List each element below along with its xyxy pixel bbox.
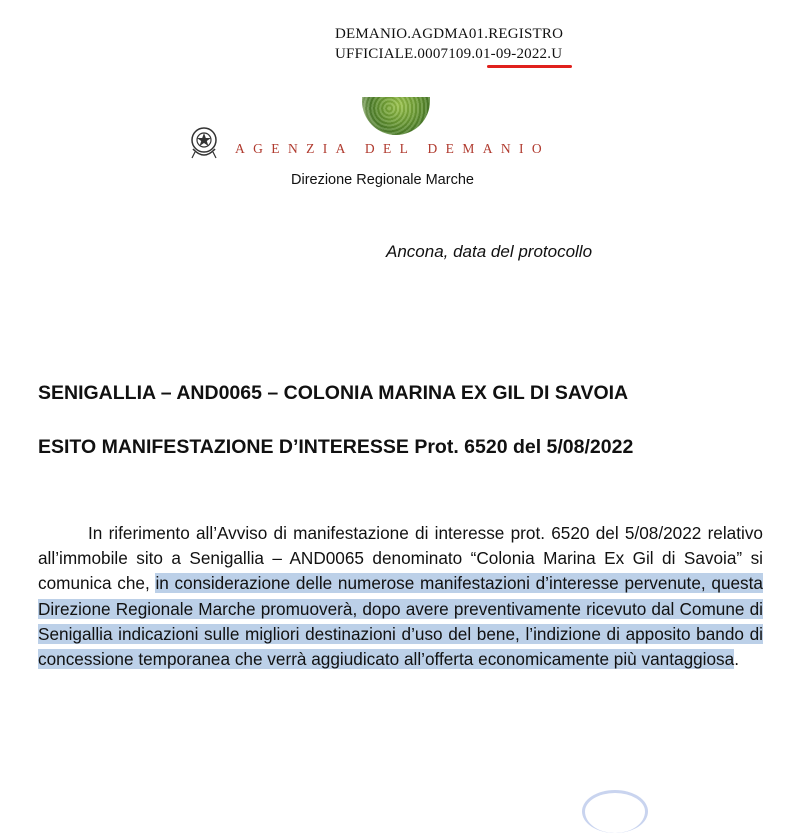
registry-date-underline (487, 65, 572, 68)
registry-line-1: DEMANIO.AGDMA01.REGISTRO (335, 26, 564, 42)
regional-directorate: Direzione Regionale Marche (291, 172, 474, 188)
italian-republic-emblem-icon (188, 125, 220, 161)
tree-logo-image (362, 97, 430, 135)
place-and-date: Ancona, data del protocollo (386, 242, 593, 261)
registry-line-2: UFFICIALE.0007109.01-09-2022.U (335, 46, 563, 62)
body-text-plain: In riferimento all’Avviso di manifestazione di interesse prot. 6520 del 5/08/2022 relativo all’immobile sito a Senigallia – AND0065 denominato “Colonia Marina Ex Gil di Savoia” si comunica che, (38, 523, 763, 594)
registry-stamp (335, 24, 563, 64)
body-text-highlighted: in considerazione delle numerose manifestazioni d’interesse pervenute, questa Direzione Regionale Marche promuoverà, dopo avere preventivamente ricevuto dal Comune di Senigallia indicazioni sulle migliori destinazioni d’uso del bene, l’indizione di apposito bando di concessione temporanea che verrà aggiudicato all’offerta economicamente più vantaggiosa (38, 573, 763, 670)
document-title: SENIGALLIA – AND0065 – COLONIA MARINA EX GIL DI SAVOIA (38, 382, 629, 404)
body-paragraph (38, 521, 763, 672)
body-text-end: . (734, 649, 739, 670)
signature-stamp-fragment (582, 790, 648, 833)
document-subtitle: ESITO MANIFESTAZIONE D’INTERESSE Prot. 6520 del 5/08/2022 (38, 436, 634, 458)
agency-name: AGENZIA DEL DEMANIO (235, 141, 551, 156)
